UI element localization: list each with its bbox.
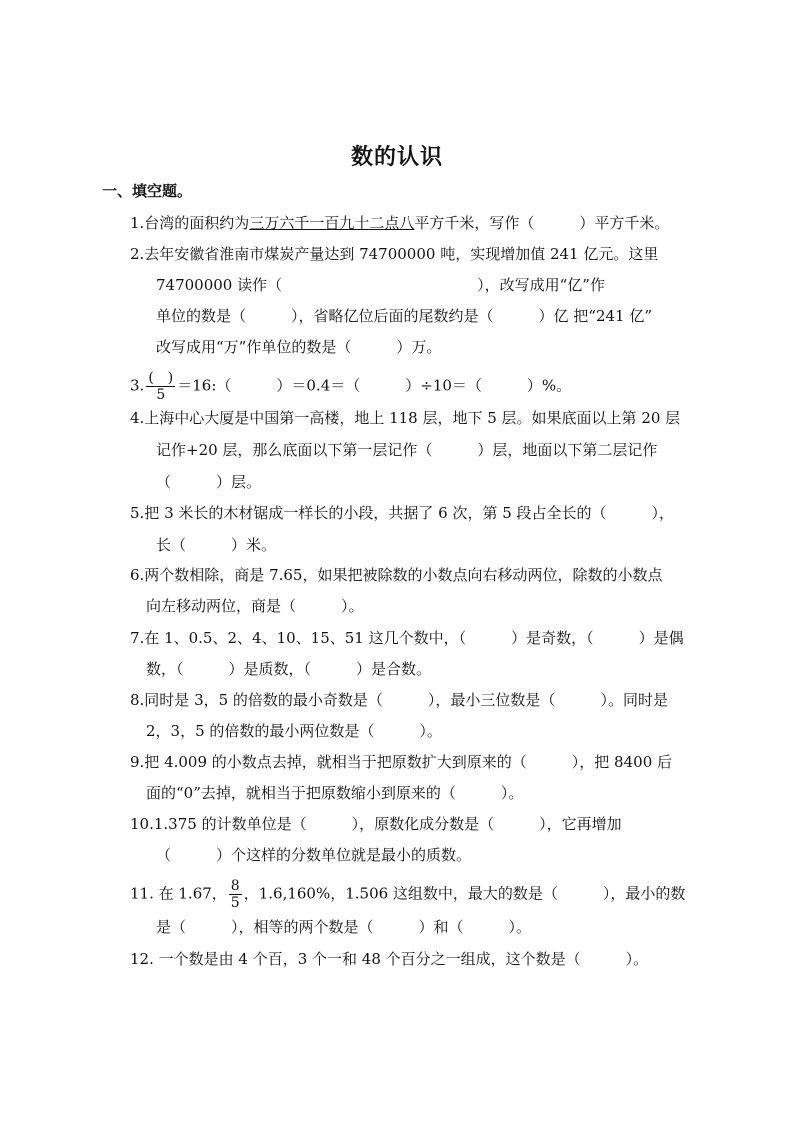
question-8-line-2: 2，3，5 的倍数的最小两位数是（ ）。 [146,722,442,740]
question-5-line-2: 长（ ）米。 [156,536,277,554]
question-5-line-1: 5.把 3 米长的木材锯成一样长的小段，共据了 6 次，第 5 段占全长的（ ）， [130,504,675,522]
question-10-line-1: 10.1.375 的计数单位是（ ），原数化成分数是（ ），它再增加 [130,815,622,833]
question-2-line-4: 改写成用“万”作单位的数是（ ）万。 [156,338,442,356]
question-1: 1.台湾的面积约为三万六千一百九十二点八平方千米，写作（ ）平方千米。 [130,214,670,232]
question-7-line-1: 7.在 1、0.5、2、4、10、15、51 这几个数中，（ ）是奇数，（ ）是偶 [130,629,684,647]
fraction: $\frac{8}{5}$ [230,878,240,911]
question-3: 3. $\frac{( )}{5}$ ＝16:（ ）＝0.4＝（ ）÷10＝（ ）%。 [130,370,572,403]
question-4-line-3: （ ）层。 [156,473,262,491]
question-10-line-2: （ ）个这样的分数单位就是最小的质数。 [156,846,472,864]
question-7-line-2: 数，（ ）是质数，（ ）是合数。 [146,660,432,678]
underlined-text: 三万六千一百九十二点八 [249,214,415,232]
question-2-line-3: 单位的数是（ ），省略亿位后面的尾数约是（ ）亿 把“241 亿” [156,307,653,325]
question-12: 12. 一个数是由 4 个百，3 个一和 48 个百分之一组成，这个数是（ ）。 [130,950,649,968]
question-6-line-2: 向左移动两位，商是（ ）。 [146,597,364,615]
question-2-line-1: 2.去年安徽省淮南市煤炭产量达到 74700000 吨，实现增加值 241 亿元。这里 [130,245,659,263]
fraction: $\frac{( )}{5}$ [148,370,174,403]
question-8-line-1: 8.同时是 3，5 的倍数的最小奇数是（ ），最小三位数是（ ）。同时是 [130,691,668,709]
question-4-line-2: 记作+20 层，那么底面以下第一层记作（ ）层，地面以下第二层记作 [156,441,658,459]
question-2-line-2: 74700000 读作（ ），改写成用“亿”作 [156,276,605,294]
question-4-line-1: 4.上海中心大厦是中国第一高楼，地上 118 层，地下 5 层。如果底面以上第 20 层 [130,409,681,427]
question-11-line-1: 11. 在 1.67， $\frac{8}{5}$ ，1.6,160%，1.506 这组数中，最大的数是（ ），最小的数 [130,878,686,911]
question-9-line-2: 面的“0”去掉，就相当于把原数缩小到原来的（ ）。 [146,784,524,802]
page-title: 数的认识 [350,144,443,170]
question-11-line-2: 是（ ），相等的两个数是（ ）和（ ）。 [156,918,532,936]
section-heading: 一、填空题。 [102,182,193,200]
question-9-line-1: 9.把 4.009 的小数点去掉，就相当于把原数扩大到原来的（ ），把 8400 后 [130,753,673,771]
question-6-line-1: 6.两个数相除，商是 7.65，如果把被除数的小数点向右移动两位，除数的小数点 [130,566,663,584]
